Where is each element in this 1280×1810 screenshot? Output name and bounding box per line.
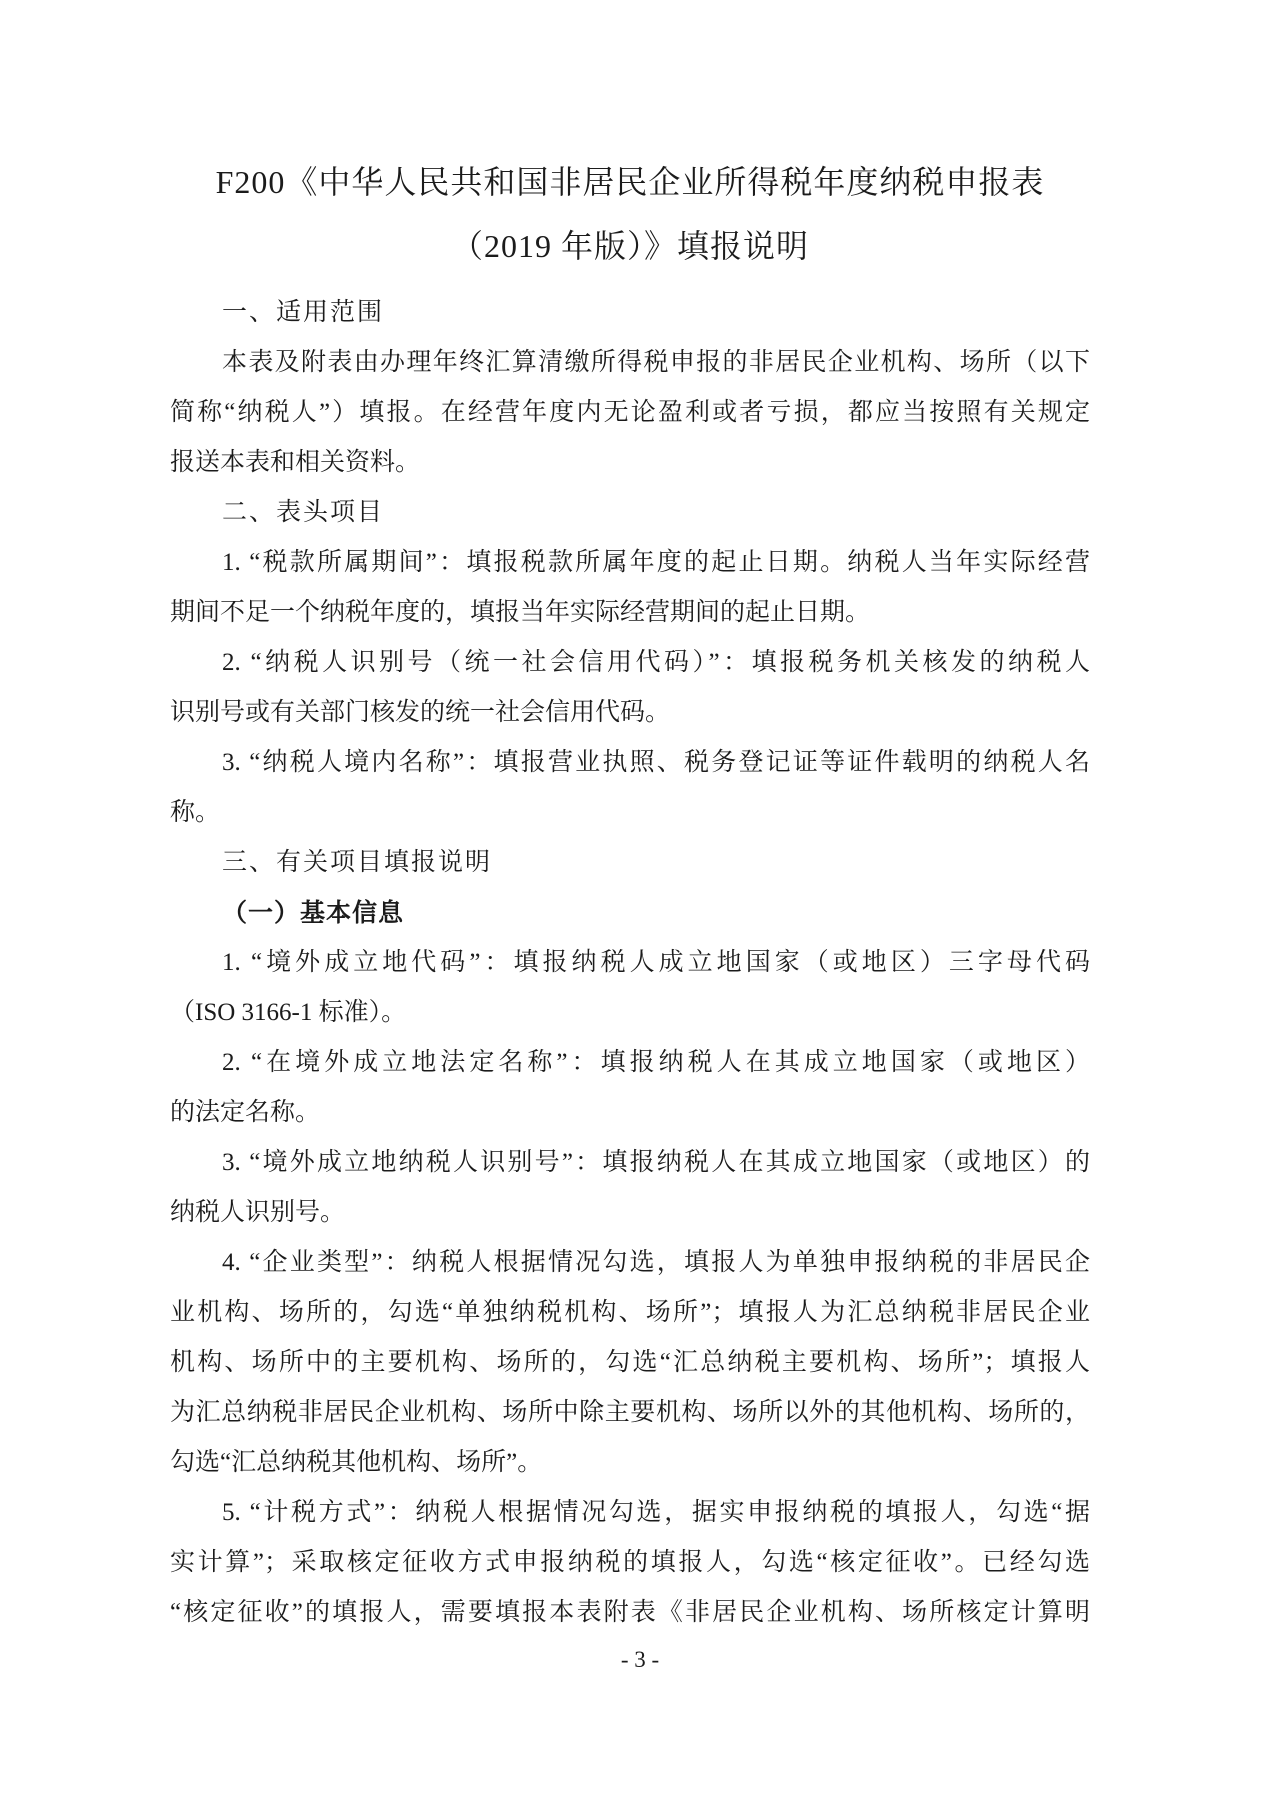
body-text-line: 称。 [170,799,221,826]
body-text-line: 纳税人识别号。 [170,1199,346,1226]
page-number: - 3 - [620,1647,660,1672]
body-text-line: 报送本表和相关资料。 [170,449,421,476]
body-text-line: 3. “纳税人境内名称”：填报营业执照、税务登记证等证件载明的纳税人名 [222,749,1090,776]
body-text-line: 的法定名称。 [170,1099,321,1126]
document-title [170,150,1090,278]
body-text-line: 实计算”；采取核定征收方式申报纳税的填报人，勾选“核定征收”。已经勾选 [170,1549,1090,1576]
body-text-line: 2. “纳税人识别号（统一社会信用代码）”：填报税务机关核发的纳税人 [222,649,1090,676]
body-text-line: 1. “税款所属期间”：填报税款所属年度的起止日期。纳税人当年实际经营 [222,549,1090,576]
body-text-line: “核定征收”的填报人，需要填报本表附表《非居民企业机构、场所核定计算明 [170,1599,1090,1626]
document-title-line-2: （2019 年版）》填报说明 [450,228,809,264]
section-heading: 一、适用范围 [222,299,385,326]
body-text-line: 机构、场所中的主要机构、场所的，勾选“汇总纳税主要机构、场所”；填报人 [170,1349,1090,1376]
body-text-line: 业机构、场所的，勾选“单独纳税机构、场所”；填报人为汇总纳税非居民企业 [170,1299,1090,1326]
body-text-line: 期间不足一个纳税年度的，填报当年实际经营期间的起止日期。 [170,599,871,626]
body-text-line: 勾选“汇总纳税其他机构、场所”。 [170,1449,543,1476]
body-text-line: 2. “在境外成立地法定名称”：填报纳税人在其成立地国家（或地区） [222,1049,1090,1076]
body-text-line: 4. “企业类型”：纳税人根据情况勾选，填报人为单独申报纳税的非居民企 [222,1249,1090,1276]
section-heading: 三、有关项目填报说明 [222,849,493,876]
body-text-line: 为汇总纳税非居民企业机构、场所中除主要机构、场所以外的其他机构、场所的， [170,1399,1090,1426]
document-title-line-1: F200《中华人民共和国非居民企业所得税年度纳税申报表 [215,164,1045,200]
body-text-line: 本表及附表由办理年终汇算清缴所得税申报的非居民企业机构、场所（以下 [222,349,1090,376]
section-heading: 二、表头项目 [222,499,385,526]
body-text-line: 简称“纳税人”）填报。在经营年度内无论盈利或者亏损，都应当按照有关规定 [170,399,1090,426]
body-text-line: 3. “境外成立地纳税人识别号”：填报纳税人在其成立地国家（或地区）的 [222,1149,1090,1176]
body-text-line: 识别号或有关部门核发的统一社会信用代码。 [170,699,671,726]
subsection-heading: （一）基本信息 [222,899,405,927]
document-body [170,288,1090,1638]
body-text-line: 1. “境外成立地代码”：填报纳税人成立地国家（或地区）三字母代码 [222,949,1090,976]
body-text-line: 5. “计税方式”：纳税人根据情况勾选，据实申报纳税的填报人，勾选“据 [222,1499,1090,1526]
body-text-line: （ISO 3166-1 标准）。 [170,999,407,1026]
